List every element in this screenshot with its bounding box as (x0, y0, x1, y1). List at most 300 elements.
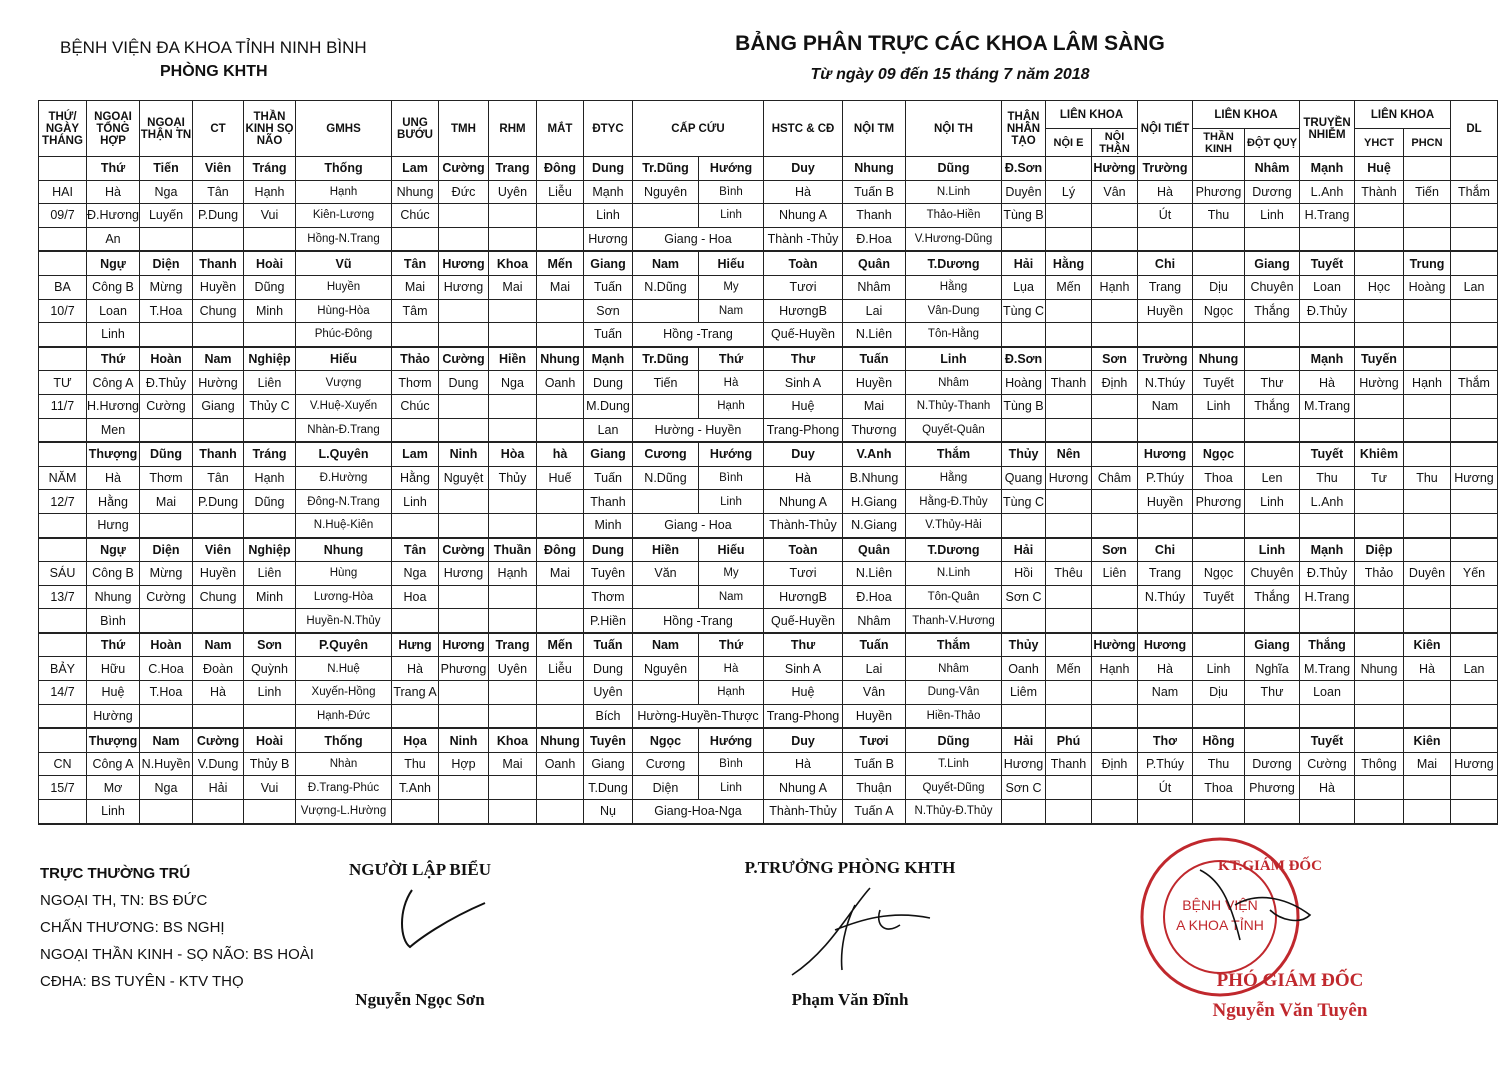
duty-cell: Phương (1245, 776, 1300, 800)
duty-cell: N.Huệ-Kiên (296, 513, 392, 537)
duty-cell: Hoa (392, 585, 439, 609)
duty-cell: Thanh (193, 442, 244, 466)
duty-cell (1404, 704, 1451, 728)
schedule-row (39, 490, 1498, 514)
duty-cell: Hà (1404, 657, 1451, 681)
duty-cell: Hương (1138, 633, 1193, 657)
duty-cell (1245, 800, 1300, 824)
duty-cell: N.Thúy (1138, 585, 1193, 609)
duty-cell: Ngọc (1193, 442, 1245, 466)
day-cell: 14/7 (39, 681, 87, 705)
duty-cell (439, 204, 489, 228)
duty-cell (193, 704, 244, 728)
col-header-neurosurgery: THẦN KINH SỌ NÃO (244, 101, 296, 157)
preparer-name: Nguyễn Ngọc Sơn (355, 990, 485, 1009)
duty-cell (439, 609, 489, 633)
duty-cell: Hà (1300, 371, 1355, 395)
duty-cell: Lai (843, 299, 906, 323)
duty-cell (1404, 776, 1451, 800)
col-header-dental: RHM (489, 101, 537, 157)
date-range: Từ ngày 09 đến 15 tháng 7 năm 2018 (810, 66, 1090, 83)
duty-cell: Nhung (843, 157, 906, 181)
svg-text:A KHOA TỈNH: A KHOA TỈNH (1176, 917, 1264, 933)
duty-cell: Duy (764, 728, 843, 752)
duty-cell: Tôn-Quân (906, 585, 1002, 609)
onsite-duty-title: TRỰC THƯỜNG TRÚ (40, 865, 191, 882)
duty-cell (1092, 704, 1138, 728)
duty-cell: Khiêm (1355, 442, 1404, 466)
duty-cell: Dung (584, 157, 633, 181)
duty-cell (392, 323, 439, 347)
duty-cell (633, 299, 699, 323)
duty-cell (1355, 323, 1404, 347)
duty-cell (537, 800, 584, 824)
duty-cell: Thu (392, 752, 439, 776)
duty-cell: Nga (140, 776, 193, 800)
duty-cell: Huyền (1138, 299, 1193, 323)
duty-cell: L.Quyên (296, 442, 392, 466)
duty-cell: Quế-Huyền (764, 609, 843, 633)
deputy-name: Phạm Văn Đĩnh (791, 990, 909, 1009)
duty-cell: Trang-Phong (764, 418, 843, 442)
duty-cell: Thứ (87, 157, 140, 181)
duty-cell: Mai (843, 394, 906, 418)
duty-cell: Tân (193, 466, 244, 490)
duty-cell: Nhâm (843, 609, 906, 633)
duty-cell: Hà (1300, 776, 1355, 800)
duty-cell (1300, 609, 1355, 633)
duty-cell: Duyên (1002, 180, 1046, 204)
duty-cell: Hường (193, 371, 244, 395)
duty-cell (1193, 227, 1245, 251)
schedule-row (39, 371, 1498, 395)
duty-cell: Hường (1092, 157, 1138, 181)
duty-cell (489, 609, 537, 633)
duty-cell: Liên (244, 371, 296, 395)
duty-cell (1355, 251, 1404, 275)
duty-cell: Thượng (87, 442, 140, 466)
duty-cell (1092, 251, 1138, 275)
duty-cell: Hằng (392, 466, 439, 490)
duty-cell: Tùng C (1002, 490, 1046, 514)
duty-cell: Minh (244, 585, 296, 609)
duty-cell: Thêu (1046, 562, 1092, 586)
duty-cell (1404, 157, 1451, 181)
duty-cell: Mạnh (1300, 347, 1355, 371)
day-cell: SÁU (39, 562, 87, 586)
duty-cell: Vân (843, 681, 906, 705)
duty-cell (1245, 418, 1300, 442)
duty-cell: Học (1355, 275, 1404, 299)
duty-cell: Men (87, 418, 140, 442)
duty-cell: Tr.Dũng (633, 347, 699, 371)
duty-cell (633, 681, 699, 705)
day-cell (39, 418, 87, 442)
duty-cell: Kiên-Lương (296, 204, 392, 228)
duty-cell: Thơm (140, 466, 193, 490)
duty-cell (1092, 490, 1138, 514)
duty-cell: M.Trang (1300, 394, 1355, 418)
duty-cell (633, 204, 699, 228)
col-header-dialysis: THẬN NHÂN TẠO (1002, 101, 1046, 157)
duty-cell: M.Dung (584, 394, 633, 418)
duty-cell: Huế (537, 466, 584, 490)
duty-cell (489, 323, 537, 347)
duty-cell (537, 204, 584, 228)
duty-cell: Huyền (193, 562, 244, 586)
duty-cell: Thuần (489, 538, 537, 562)
duty-cell (1002, 513, 1046, 537)
schedule-row (39, 442, 1498, 466)
duty-cell (1451, 776, 1498, 800)
duty-cell: Huyền (1138, 490, 1193, 514)
duty-cell (1355, 204, 1404, 228)
duty-cell: Hằng-Đ.Thủy (906, 490, 1002, 514)
duty-cell (489, 418, 537, 442)
office-name: PHÒNG KHTH (160, 63, 268, 80)
duty-cell: Hướng (699, 728, 764, 752)
duty-cell (1245, 728, 1300, 752)
duty-cell (1451, 585, 1498, 609)
duty-cell (439, 585, 489, 609)
duty-cell (439, 681, 489, 705)
duty-cell: Hương (1451, 466, 1498, 490)
duty-cell (1355, 513, 1404, 537)
duty-cell: Uyên (489, 657, 537, 681)
duty-cell: Cường (439, 157, 489, 181)
duty-cell: Loan (1300, 275, 1355, 299)
duty-cell: Giang (584, 442, 633, 466)
schedule-row (39, 204, 1498, 228)
duty-cell: Loan (87, 299, 140, 323)
duty-cell (1404, 227, 1451, 251)
duty-cell (439, 299, 489, 323)
duty-cell: HươngB (764, 585, 843, 609)
duty-cell (1138, 418, 1193, 442)
duty-cell: Nhung (392, 180, 439, 204)
duty-cell: Nam (140, 728, 193, 752)
duty-cell: Tươi (764, 275, 843, 299)
duty-cell: Hạnh (244, 180, 296, 204)
duty-cell: Thắm (1451, 371, 1498, 395)
day-cell: BẢY (39, 657, 87, 681)
duty-cell: Hương (584, 227, 633, 251)
duty-cell (392, 418, 439, 442)
duty-cell (1451, 299, 1498, 323)
duty-cell: H.Trang (1300, 585, 1355, 609)
duty-cell: Thư (764, 633, 843, 657)
duty-cell (1451, 204, 1498, 228)
duty-cell: Hà (193, 681, 244, 705)
duty-cell: Đ.Sơn (1002, 157, 1046, 181)
duty-cell: Tuyên (584, 728, 633, 752)
duty-cell: Cường (439, 538, 489, 562)
duty-cell: Duy (764, 442, 843, 466)
duty-cell: Giang - Hoa (633, 227, 764, 251)
col-header-general-surgery: NGOẠI TỔNG HỢP (87, 101, 140, 157)
duty-cell: Hải (1002, 251, 1046, 275)
col-subheader-internal-e: NỘI E (1046, 129, 1092, 157)
duty-cell (1002, 704, 1046, 728)
duty-cell: Thảo-Hiền (906, 204, 1002, 228)
duty-cell: Thảo (392, 347, 439, 371)
duty-cell (392, 800, 439, 824)
duty-cell (140, 609, 193, 633)
duty-cell: Tùng B (1002, 394, 1046, 418)
duty-cell (244, 227, 296, 251)
duty-cell: Linh (244, 681, 296, 705)
duty-cell: Giang-Hoa-Nga (633, 800, 764, 824)
duty-cell: Tân (392, 251, 439, 275)
schedule-row (39, 418, 1498, 442)
day-cell (39, 538, 87, 562)
duty-cell (439, 227, 489, 251)
duty-cell: Thắng (1245, 394, 1300, 418)
duty-cell: Hiền (489, 347, 537, 371)
duty-cell: Thắm (1451, 180, 1498, 204)
onsite-duty-block (40, 860, 314, 995)
duty-cell (244, 609, 296, 633)
duty-cell: Dung (584, 371, 633, 395)
duty-cell (489, 681, 537, 705)
duty-cell (537, 609, 584, 633)
col-header-urology: NGOẠI THẬN TN (140, 101, 193, 157)
duty-cell: Hương (439, 633, 489, 657)
duty-cell: Loan (1300, 681, 1355, 705)
schedule-row (39, 800, 1498, 824)
duty-cell: Nhung (537, 347, 584, 371)
duty-cell: Mạnh (1300, 538, 1355, 562)
duty-cell (1092, 204, 1138, 228)
duty-cell: Ngọc (633, 728, 699, 752)
duty-cell: V.Anh (843, 442, 906, 466)
duty-cell (1193, 251, 1245, 275)
duty-cell: Hiếu (699, 251, 764, 275)
duty-cell: N.Liên (843, 562, 906, 586)
duty-cell: Chúc (392, 394, 439, 418)
duty-cell: Cương (633, 442, 699, 466)
schedule-row (39, 752, 1498, 776)
duty-cell: Kiên (1404, 633, 1451, 657)
duty-cell (1002, 418, 1046, 442)
duty-cell: Nhung (537, 728, 584, 752)
duty-cell: Hạnh (699, 394, 764, 418)
duty-cell: Lan (1451, 275, 1498, 299)
duty-cell: Tuyết (1193, 371, 1245, 395)
col-header-day: THỨ/ NGÀY THÁNG (39, 101, 87, 157)
duty-cell: Lan (584, 418, 633, 442)
day-cell: 09/7 (39, 204, 87, 228)
duty-cell (537, 323, 584, 347)
schedule-row (39, 466, 1498, 490)
duty-cell: Tuấn B (843, 752, 906, 776)
duty-cell: Bình (699, 752, 764, 776)
duty-cell: Công A (87, 752, 140, 776)
duty-cell: Ngự (87, 251, 140, 275)
duty-cell: N.Liên (843, 323, 906, 347)
duty-cell: Hà (1138, 657, 1193, 681)
duty-cell: Huyền (843, 371, 906, 395)
schedule-row (39, 776, 1498, 800)
duty-cell: Nam (633, 251, 699, 275)
duty-cell: Tuấn B (843, 180, 906, 204)
duty-cell: Hướng (699, 157, 764, 181)
duty-cell (193, 323, 244, 347)
duty-cell: Ninh (439, 728, 489, 752)
duty-cell: Uyên (489, 180, 537, 204)
duty-cell: Thư (1245, 371, 1300, 395)
duty-cell: Chi (1138, 538, 1193, 562)
day-cell (39, 609, 87, 633)
duty-cell: Chuyên (1245, 275, 1300, 299)
col-header-dermatology: DL (1451, 101, 1498, 157)
duty-cell: Ngọc (1193, 299, 1245, 323)
duty-cell: Mai (537, 275, 584, 299)
col-header-cardiology: NỘI TM (843, 101, 906, 157)
duty-cell: Hương (1046, 466, 1092, 490)
duty-cell (1193, 418, 1245, 442)
duty-cell (1193, 609, 1245, 633)
duty-cell (1245, 323, 1300, 347)
duty-cell: Vũ (296, 251, 392, 275)
duty-cell (1355, 728, 1404, 752)
duty-cell: Giang (1245, 633, 1300, 657)
schedule-row (39, 681, 1498, 705)
duty-cell: Linh (1245, 490, 1300, 514)
duty-cell (1245, 609, 1300, 633)
duty-cell: Khoa (489, 251, 537, 275)
director-prefix: KT.GIÁM ĐỐC (1218, 858, 1322, 874)
day-cell: 13/7 (39, 585, 87, 609)
duty-cell (1451, 728, 1498, 752)
duty-cell: Linh (392, 490, 439, 514)
schedule-row (39, 180, 1498, 204)
duty-cell: N.Thủy-Thanh (906, 394, 1002, 418)
duty-cell (1092, 585, 1138, 609)
duty-cell: T.Dung (584, 776, 633, 800)
duty-cell: Hoài (244, 728, 296, 752)
duty-cell: Vân (1092, 180, 1138, 204)
duty-cell (1404, 418, 1451, 442)
duty-cell: Tuấn (584, 466, 633, 490)
duty-cell: Hạnh (489, 562, 537, 586)
duty-cell: B.Nhung (843, 466, 906, 490)
duty-cell: Đ.Thủy (1300, 299, 1355, 323)
duty-cell: Kiên (1404, 728, 1451, 752)
duty-cell (1451, 513, 1498, 537)
duty-cell: Hạnh (296, 180, 392, 204)
duty-cell: Nụ (584, 800, 633, 824)
duty-cell: Vượng-L.Hường (296, 800, 392, 824)
duty-cell: H.Hương (87, 394, 140, 418)
duty-cell: Tiến (633, 371, 699, 395)
duty-cell (1404, 347, 1451, 371)
duty-cell: Thủy (1002, 442, 1046, 466)
duty-cell: T.Hoa (140, 681, 193, 705)
duty-cell: Viên (193, 538, 244, 562)
duty-cell: Nga (489, 371, 537, 395)
day-cell (39, 513, 87, 537)
duty-cell: Huệ (1355, 157, 1404, 181)
duty-cell: Xuyến-Hồng (296, 681, 392, 705)
duty-cell: Thu (1404, 466, 1451, 490)
duty-cell (140, 227, 193, 251)
duty-cell (1046, 704, 1092, 728)
duty-cell: Nga (140, 180, 193, 204)
day-cell: NĂM (39, 466, 87, 490)
duty-cell (1092, 513, 1138, 537)
duty-cell: Mến (537, 251, 584, 275)
duty-cell: Hùng (296, 562, 392, 586)
duty-cell (1046, 227, 1092, 251)
duty-cell: Duyên (1404, 562, 1451, 586)
duty-cell: Thảo (1355, 562, 1404, 586)
duty-cell: An (87, 227, 140, 251)
duty-cell: Hạnh (1092, 275, 1138, 299)
duty-cell: Hiếu (296, 347, 392, 371)
duty-cell (537, 585, 584, 609)
duty-cell: Cường (193, 728, 244, 752)
duty-cell (193, 418, 244, 442)
duty-cell (439, 323, 489, 347)
duty-cell: Nam (633, 633, 699, 657)
duty-cell: Thành (1355, 180, 1404, 204)
duty-cell: P.Dung (193, 490, 244, 514)
duty-cell: Hoàng (1002, 371, 1046, 395)
duty-cell: Thu (1193, 204, 1245, 228)
duty-cell: Dũng (140, 442, 193, 466)
duty-cell: Hà (699, 371, 764, 395)
duty-cell: Giang (584, 752, 633, 776)
duty-cell: Tuấn (584, 323, 633, 347)
duty-cell (1046, 323, 1092, 347)
duty-cell: Nhàn-Đ.Trang (296, 418, 392, 442)
duty-cell (1002, 323, 1046, 347)
duty-cell: Linh (1193, 657, 1245, 681)
duty-cell: Dũng (244, 490, 296, 514)
duty-cell: Dũng (244, 275, 296, 299)
duty-cell: Ngọc (1193, 562, 1245, 586)
duty-cell: Quân (843, 538, 906, 562)
duty-cell: Tuyến (1355, 347, 1404, 371)
duty-cell: Thông (1355, 752, 1404, 776)
day-cell: TƯ (39, 371, 87, 395)
duty-cell: Tráng (244, 442, 296, 466)
duty-cell: Mai (489, 752, 537, 776)
duty-cell (1451, 157, 1498, 181)
duty-cell: Hiếu (699, 538, 764, 562)
duty-cell (1002, 227, 1046, 251)
duty-cell: Chi (1138, 251, 1193, 275)
duty-cell (1355, 800, 1404, 824)
duty-cell: Tuấn (584, 275, 633, 299)
duty-cell: Phương (1193, 180, 1245, 204)
duty-cell: Mạnh (1300, 157, 1355, 181)
duty-cell: Thuận (843, 776, 906, 800)
duty-cell (1451, 609, 1498, 633)
duty-cell: Hương (439, 275, 489, 299)
day-cell: 12/7 (39, 490, 87, 514)
col-header-joint-dept-2: LIÊN KHOA (1193, 101, 1300, 129)
duty-cell: Hương (1002, 752, 1046, 776)
duty-cell: Hoàng (1404, 275, 1451, 299)
duty-cell: Dung (584, 538, 633, 562)
duty-cell (1451, 227, 1498, 251)
duty-cell: Uyên (584, 681, 633, 705)
duty-cell (140, 418, 193, 442)
duty-cell: Giang (193, 394, 244, 418)
hospital-name: BỆNH VIỆN ĐA KHOA TỈNH NINH BÌNH (60, 38, 367, 57)
